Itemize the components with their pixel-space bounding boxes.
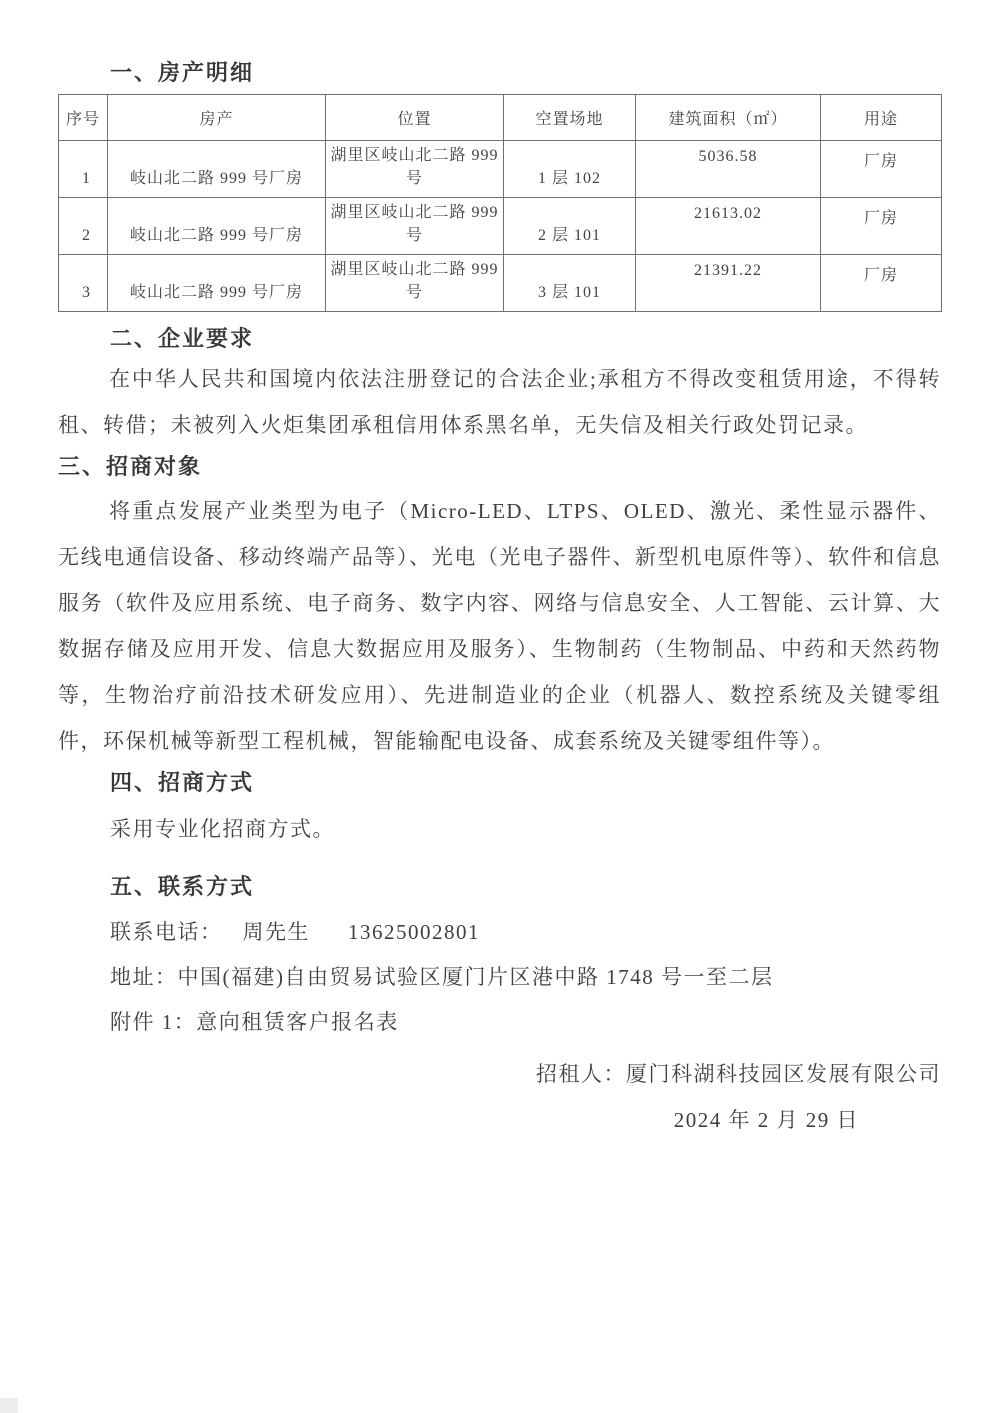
table-row xyxy=(59,198,942,255)
cell-serial-no: 2 xyxy=(59,198,108,255)
cell-usage: 厂房 xyxy=(821,141,942,198)
phone-number: 13625002801 xyxy=(348,920,480,944)
section-2-paragraph: 在中华人民共和国境内依法注册登记的合法企业;承租方不得改变租赁用途，不得转租、转借；未被列入火炬集团承租信用体系黑名单，无失信及相关行政处罚记录。 xyxy=(58,367,941,437)
header-vacant-site: 空置场地 xyxy=(504,95,636,141)
contact-block xyxy=(58,910,941,1045)
attachment-line: 附件 1：意向租赁客户报名表 xyxy=(110,1010,399,1034)
header-floor-area: 建筑面积（㎡） xyxy=(636,95,821,141)
table-header-row xyxy=(59,95,942,141)
header-property: 房产 xyxy=(108,95,326,141)
cell-usage: 厂房 xyxy=(821,198,942,255)
scan-corner-artifact xyxy=(0,1398,18,1413)
cell-serial-no: 3 xyxy=(59,255,108,312)
contact-person: 周先生 xyxy=(242,920,310,944)
section-3-heading: 三、招商对象 xyxy=(58,454,203,479)
section-4-paragraph: 采用专业化招商方式。 xyxy=(110,817,335,841)
section-4-heading: 四、招商方式 xyxy=(110,770,255,795)
cell-property: 岐山北二路 999 号厂房 xyxy=(108,141,326,198)
cell-floor-area: 5036.58 xyxy=(636,141,821,198)
cell-vacant-site: 2 层 101 xyxy=(504,198,636,255)
header-location: 位置 xyxy=(326,95,504,141)
document-date: 2024 年 2 月 29 日 xyxy=(673,1108,859,1132)
cell-vacant-site: 1 层 102 xyxy=(504,141,636,198)
cell-location: 湖里区岐山北二路 999 号 xyxy=(326,255,504,312)
header-serial-no: 序号 xyxy=(59,95,108,141)
phone-label: 联系电话： xyxy=(110,920,223,944)
address-line: 地址：中国(福建)自由贸易试验区厦门片区港中路 1748 号一至二层 xyxy=(110,965,774,989)
cell-floor-area: 21613.02 xyxy=(636,198,821,255)
cell-property: 岐山北二路 999 号厂房 xyxy=(108,198,326,255)
cell-location: 湖里区岐山北二路 999 号 xyxy=(326,141,504,198)
cell-vacant-site: 3 层 101 xyxy=(504,255,636,312)
table-row xyxy=(59,255,942,312)
cell-serial-no: 1 xyxy=(59,141,108,198)
document-content xyxy=(58,58,941,1135)
property-table xyxy=(58,94,942,312)
cell-property: 岐山北二路 999 号厂房 xyxy=(108,255,326,312)
cell-location: 湖里区岐山北二路 999 号 xyxy=(326,198,504,255)
cell-floor-area: 21391.22 xyxy=(636,255,821,312)
section-5-heading: 五、联系方式 xyxy=(110,874,255,899)
section-2-heading: 二、企业要求 xyxy=(110,326,255,351)
phone-line xyxy=(58,910,941,955)
section-1-heading: 一、房产明细 xyxy=(110,60,255,85)
section-3-paragraph: 将重点发展产业类型为电子（Micro-LED、LTPS、OLED、激光、柔性显示器件、无线电通信设备、移动终端产品等）、光电（光电子器件、新型机电原件等）、软件和信息服务（软件及应用系统、电子商务、数字内容、网络与信息安全、人工智能、云计算、大数据存储及应用开发、信息大数据应用及服务）、生物制药（生物制品、中药和天然药物等，生物治疗前沿技术研发应用）、先进制造业的企业（机器人、数控系统及关键零组件，环保机械等新型工程机械，智能输配电设备、成套系统及关键零组件等）。 xyxy=(58,499,941,753)
table-row xyxy=(59,141,942,198)
lessor-signature-line: 招租人：厦门科湖科技园区发展有限公司 xyxy=(536,1062,941,1086)
header-usage: 用途 xyxy=(821,95,942,141)
cell-usage: 厂房 xyxy=(821,255,942,312)
